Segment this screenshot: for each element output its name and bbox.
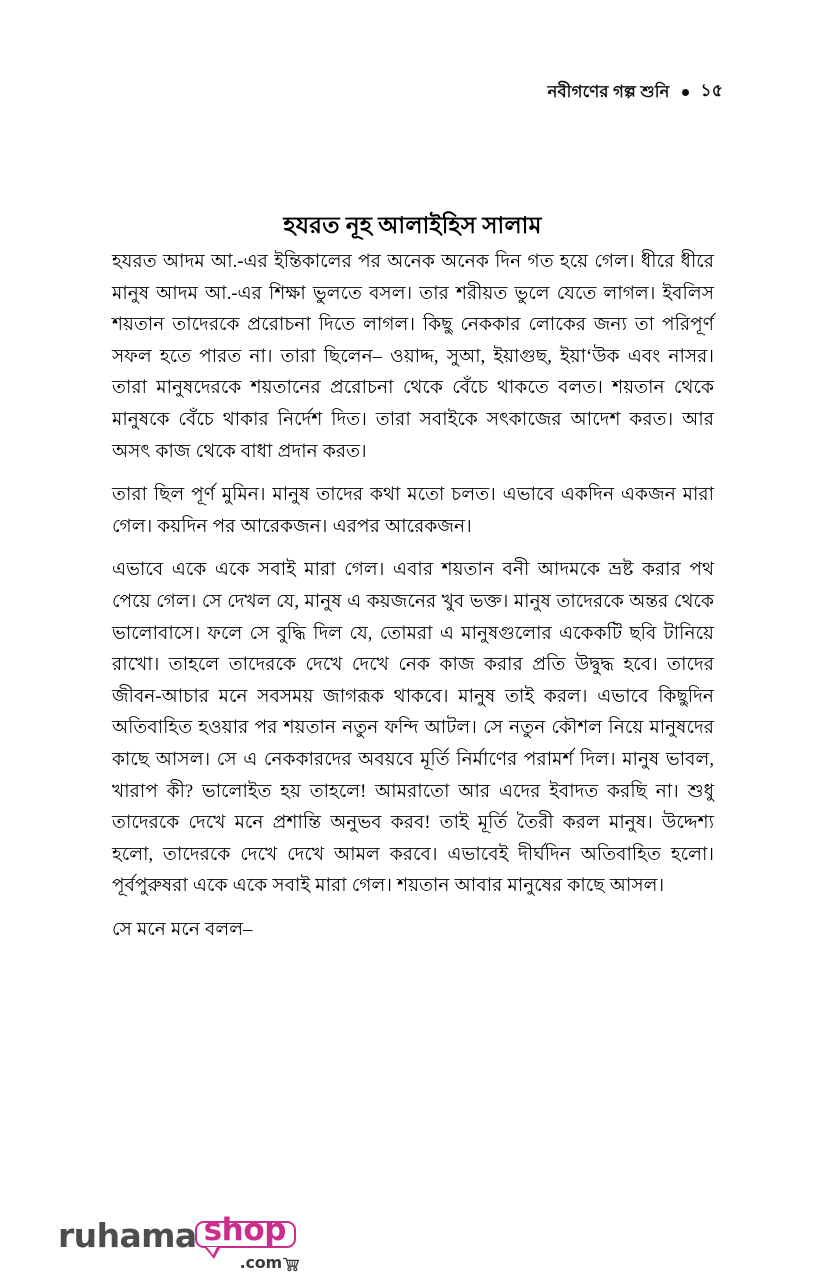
running-head-chapter-name: নবীগণের গল্প শুনি <box>547 81 670 101</box>
running-head <box>547 78 723 106</box>
logo-domain-suffix <box>240 1253 300 1272</box>
logo-brand-secondary: shop <box>203 1212 287 1248</box>
paragraph-1: হযরত আদম আ.-এর ইন্তিকালের পর অনেক অনেক দিন গত হয়ে গেল। ধীরে ধীরে মানুষ আদম আ.-এর শিক্ষা ভুলতে বসল। তার শরীয়ত ভুলে যেতে লাগল। ইবলিস শয়তান তাদেরকে প্ররোচনা দিতে লাগল। কিছু নেককার লোকের জন্য তা পরিপূর্ণ সফল হতে পারত না। তারা ছিলেন– ওয়াদ্দ, সুআ, ইয়াগুছ, ইয়া‘উক এবং নাসর। তারা মানুষদেরকে শয়তানের প্ররোচনা থেকে বেঁচে থাকতে বলত। শয়তান থেকে মানুষকে বেঁচে থাকার নির্দেশ দিত। তারা সবাইকে সৎকাজের আদেশ করত। আর অসৎ কাজ থেকে বাধা প্রদান করত। <box>112 251 714 462</box>
paragraph-2: তারা ছিল পূর্ণ মুমিন। মানুষ তাদের কথা মতো চলত। এভাবে একদিন একজন মারা গেল। কয়দিন পর আরেকজন। এরপর আরেকজন। <box>112 484 714 537</box>
page-number: ১৫ <box>700 81 723 100</box>
logo-bubble <box>195 1212 296 1272</box>
paragraph-4: সে মনে মনে বলল– <box>112 918 253 940</box>
speech-bubble-tail-inner-icon <box>207 1247 217 1255</box>
logo-brand-primary: ruhama <box>58 1216 197 1255</box>
paragraph-3: এভাবে একে একে সবাই মারা গেল। এবার শয়তান বনী আদমকে ভ্রষ্ট করার পথ পেয়ে গেল। সে দেখল যে, মানুষ এ কয়জনের খুব ভক্ত। মানুষ তাদেরকে অন্তর থেকে ভালোবাসে। ফলে সে বুদ্ধি দিল যে, তোমরা এ মানুষগুলোর একেকটি ছবি টানিয়ে রাখো। তাহলে তাদেরকে দেখে দেখে নেক কাজ করার প্রতি উদ্বুদ্ধ হবে। তাদের জীবন-আচার মনে সবসময় জাগরূক থাকবে। মানুষ তাই করল। এভাবে কিছুদিন অতিবাহিত হওয়ার পর শয়তান নতুন ফন্দি আটল। সে নতুন কৌশল নিয়ে মানুষদের কাছে আসল। সে এ নেককারদের অবয়বে মূর্তি নির্মাণের পরামর্শ দিল। মানুষ ভাবল, খারাপ কী? ভালোইত হয় তাহলে! আমরাতো আর এদের ইবাদত করছি না। শুধু তাদেরকে দেখে মনে প্রশান্তি অনুভব করব! তাই মূর্তি তৈরী করল মানুষ। উদ্দেশ্য হলো, তাদেরকে দেখে দেখে আমল করবে। এভাবেই দীর্ঘদিন অতিবাহিত হলো। পূর্বপুরুষরা একে একে সবাই মারা গেল। শয়তান আবার মানুষের কাছে আসল। <box>112 559 714 897</box>
page-title: হযরত নূহ আলাইহিস সালাম <box>283 213 542 239</box>
logo-domain-text: .com <box>239 1253 283 1272</box>
site-logo-watermark <box>58 1212 296 1272</box>
logo-bubble-border <box>195 1212 296 1248</box>
shopping-cart-icon <box>283 1257 300 1272</box>
body-text <box>112 246 714 945</box>
bullet-separator-icon <box>682 89 689 96</box>
